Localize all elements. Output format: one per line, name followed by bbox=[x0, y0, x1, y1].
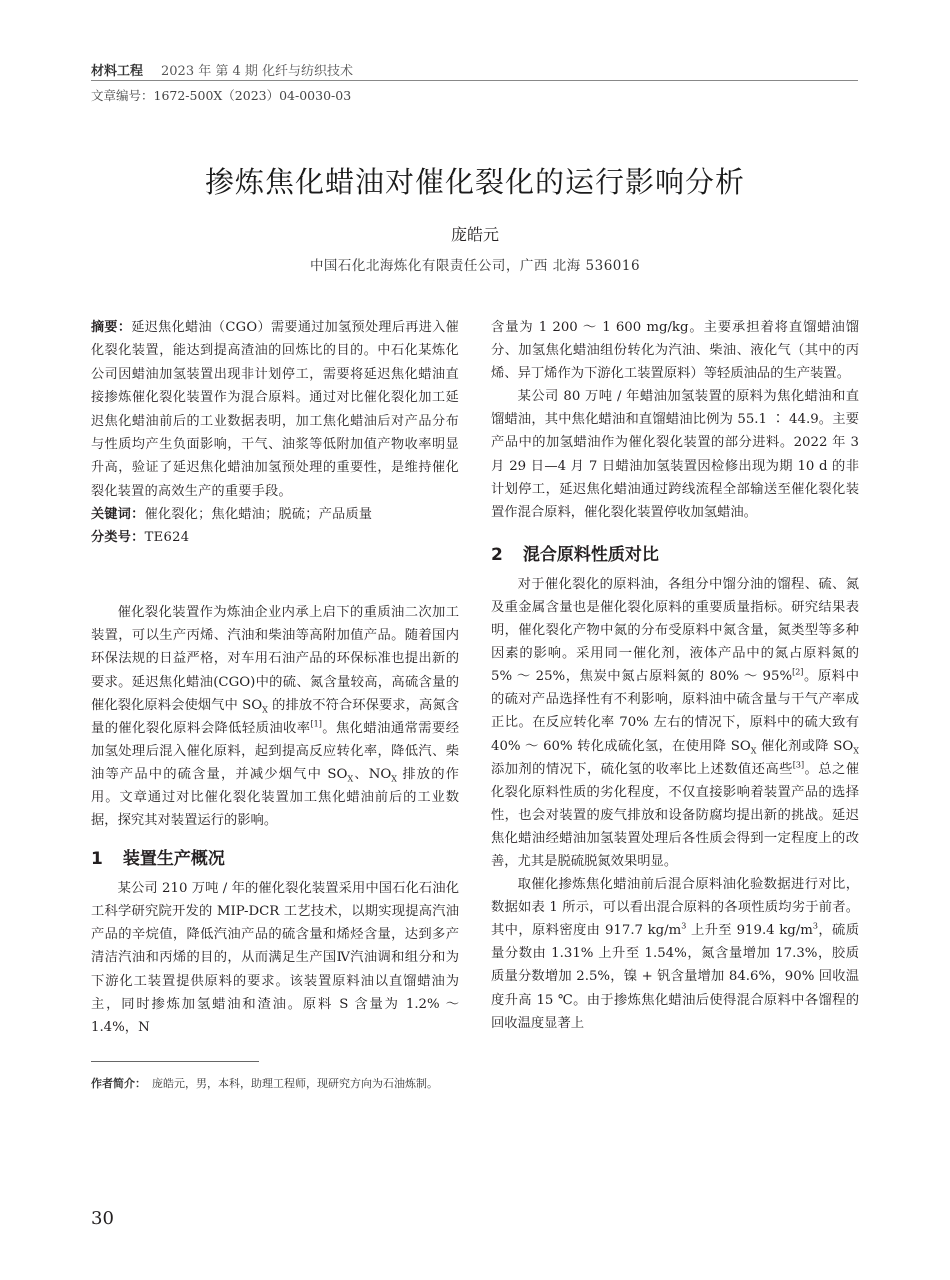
citation-2[interactable]: [2] bbox=[792, 667, 804, 677]
keywords-text: 催化裂化；焦化蜡油；脱硫；产品质量 bbox=[144, 507, 373, 523]
section-1-paragraph-1: 某公司 210 万吨 / 年的催化裂化装置采用中国石化石油化工科学研究院开发的 MIP-DCR 工艺技术，以期实现提高汽油产品的辛烷值，降低汽油产品的硫含量和烯烃含量，达到多产清洁汽油和丙烯的目的，从而满足生产国Ⅳ汽油调和组分和为下游化工装置提供原料的要求。该装置原料油以直馏蜡油为主，同时掺炼加氢蜡油和渣油。原料 S 含量为 1.2% ～ 1.4%，N bbox=[91, 881, 459, 1035]
classification-label: 分类号： bbox=[91, 530, 145, 546]
page-number: 30 bbox=[91, 1208, 114, 1229]
citation-3[interactable]: [3] bbox=[792, 760, 805, 770]
intro-paragraph: 催化裂化装置作为炼油企业内承上启下的重质油二次加工装置，可以生产丙烯、汽油和柴油等高附加值产品。随着国内环保法规的日益严格，对车用石油产品的环保标准也提出新的要求。延迟焦化蜡油(CGO)中的硫、氮含量较高，高硫含量的催化裂化原料会使烟气中 $SO_X$ 的排放不符合环保要求，高氮含量的催化裂化原料会降低轻质油收率[1]。焦化蜡油通常需要经加氢处理后混入催化原料，起到提高反应转化率，降低汽、柴油等产品中的硫含量，并减少烟气中 $SO_X$、$NO_X$ 排放的作用。文章通过对比催化裂化装置加工焦化蜡油前后的工业数据，探究其对装置运行的影响。 bbox=[91, 605, 460, 829]
paper-title: 掺炼焦化蜡油对催化裂化的运行影响分析 bbox=[204, 165, 745, 199]
section-2-paragraph-1: 对于催化裂化的原料油，各组分中馏分油的馏程、硫、氮及重金属含量也是催化裂化原料的重要质量指标。研究结果表明，催化裂化产物中氮的分布受原料中氮含量，氮类型等多种因素的影响。采用同一催化剂，液体产品中的氮占原料氮的 5% ～ 25%，焦炭中氮占原料氮的 80% ～ 95%[2]。原料中的硫对产品选择性有不利影响，原料油中硫含量与干气产率成正比。在反应转化率 70% 左右的情况下，原料中的硫大致有 40% ～ 60% 转化成硫化氢，在使用降 $SO_X$ 催化剂或降 $SO_X$ 添加剂的情况下，硫化氢的收率比上述数值还高些[3]。总之催化裂化原料性质的劣化程度，不仅直接影响着装置产品的选择性，也会对装置的废气排放和设备防腐均提出新的挑战。延迟焦化蜡油经蜡油加氢装置处理后各性质会得到一定程度上的改善，尤其是脱硫脱氮效果明显。 bbox=[491, 576, 860, 869]
article-number: 文章编号：1672-500X（2023）04-0030-03 bbox=[91, 88, 352, 103]
footnote-text: 庞皓元，男，本科，助理工程师，现研究方向为石油炼制。 bbox=[152, 1076, 438, 1090]
keywords-label: 关键词： bbox=[91, 507, 145, 523]
section-1-paragraph-2: 某公司 80 万吨 / 年蜡油加氢装置的原料为焦化蜡油和直馏蜡油，其中焦化蜡油和直馏蜡油比例为 55.1 ∶ 44.9。主要产品中的加氢蜡油作为催化裂化装置的部分进料。2022 年 3 月 29 日—4 月 7 日蜡油加氢装置因检修出现为期 10 d 的非计划停工，延迟焦化蜡油通过跨线流程全部输送至催化裂化装置作混合原料，催化裂化装置停收加氢蜡油。 bbox=[491, 389, 859, 520]
section-2-heading: 2 混合原料性质对比 bbox=[491, 544, 659, 565]
right-column bbox=[491, 316, 859, 1035]
journal-issue: 2023 年 第 4 期 化纤与纺织技术 bbox=[161, 64, 354, 79]
header-divider bbox=[91, 80, 858, 81]
author-name: 庞皓元 bbox=[450, 225, 499, 244]
section-1-heading: 1 装置生产概况 bbox=[91, 849, 225, 870]
section-2-paragraph-2: 取催化掺炼焦化蜡油前后混合原料油化验数据进行对比，数据如表 1 所示，可以看出混合原料的各项性质均劣于前者。其中，原料密度由 917.7 $kg/m^3$ 上升至 919.4 $kg/m^3$，硫质量分数由 1.31% 上升至 1.54%，氮含量增加 17.3%，胶质质量分数增加 2.5%，镍 + 钒含量增加 84.6%，90% 回收温度升高 15 ℃。由于掺炼焦化蜡油后使得混合原料中各馏程的回收温度显著上 bbox=[491, 877, 860, 1031]
left-column bbox=[91, 316, 459, 1093]
author-affiliation: 中国石化北海炼化有限责任公司，广西 北海 536016 bbox=[309, 258, 641, 274]
classification-text: TE624 bbox=[144, 530, 190, 546]
abstract-label: 摘要： bbox=[91, 320, 132, 335]
author-footnote bbox=[91, 1074, 459, 1093]
classification bbox=[91, 526, 459, 549]
section-1-paragraph-1-cont: 含量为 1 200 ～ 1 600 mg/kg。主要承担着将直馏蜡油馏分、加氢焦化蜡油组份转化为汽油、柴油、液化气（其中的丙烯、异丁烯作为下游化工装置原料）等轻质油品的生产装置。 bbox=[491, 320, 859, 382]
abstract-text: 延迟焦化蜡油（CGO）需要通过加氢预处理后再进入催化裂化装置，能达到提高渣油的回炼比的目的。中石化某炼化公司因蜡油加氢装置出现非计划停工，需要将延迟焦化蜡油直接掺炼催化裂化装置作为混合原料。通过对比催化裂化加工延迟焦化蜡油前后的工业数据表明，加工焦化蜡油后对产品分布与性质均产生负面影响，干气、油浆等低附加值产物收率明显升高，验证了延迟焦化蜡油加氢预处理的重要性，是维持催化裂化装置的高效生产的重要手段。 bbox=[91, 320, 459, 499]
footnote-label: 作者简介： bbox=[91, 1076, 146, 1090]
abstract bbox=[91, 316, 459, 503]
citation-1[interactable]: [1] bbox=[310, 719, 322, 729]
footnote-divider bbox=[91, 1061, 259, 1062]
running-header bbox=[91, 60, 353, 79]
journal-name: 材料工程 bbox=[91, 64, 144, 79]
keywords bbox=[91, 503, 459, 526]
